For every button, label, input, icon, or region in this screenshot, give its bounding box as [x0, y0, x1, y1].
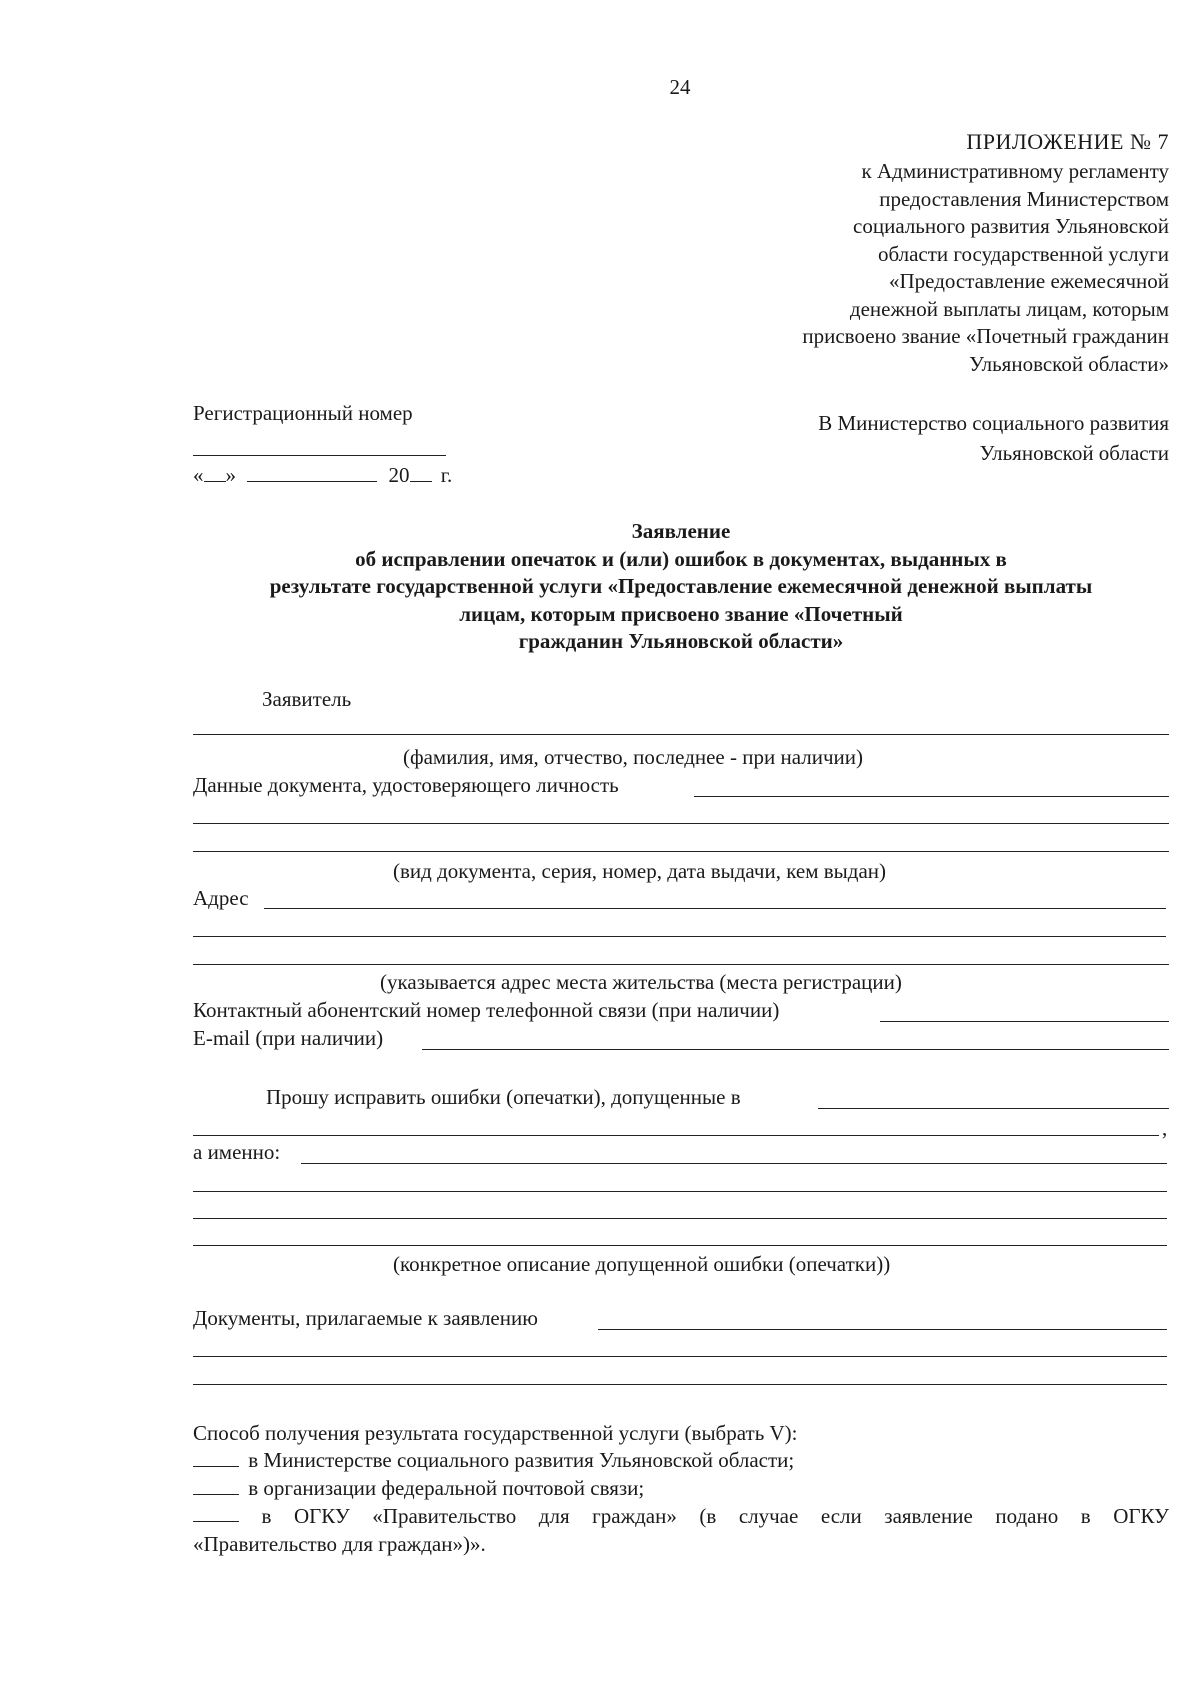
- id-document-field-line-3[interactable]: [193, 851, 1169, 852]
- delivery-heading: Способ получения результата государственной услуги (выбрать V):: [193, 1421, 798, 1445]
- namely-label: а именно:: [193, 1140, 281, 1164]
- appendix-line: Ульяновской области»: [969, 351, 1169, 376]
- delivery-option-post: [193, 1475, 644, 1501]
- date-open-quote: «: [193, 463, 204, 487]
- recipient-line: Ульяновской области: [979, 441, 1169, 465]
- document-title: [193, 518, 1169, 656]
- address-field-line-2[interactable]: [193, 936, 1166, 937]
- date-year-suffix: г.: [440, 463, 453, 487]
- id-document-caption: (вид документа, серия, номер, дата выдачи, кем выдан): [393, 859, 886, 883]
- address-field[interactable]: [264, 908, 1166, 909]
- date-month-field[interactable]: [247, 463, 377, 482]
- date-year-prefix: 20: [388, 463, 410, 487]
- date-close-quote: »: [225, 463, 236, 487]
- delivery-option-ministry-mark[interactable]: [193, 1448, 239, 1467]
- delivery-option-ogku-word: граждан»: [592, 1504, 677, 1528]
- appendix-line: денежной выплаты лицам, которым: [849, 296, 1169, 321]
- error-description-field-line-3[interactable]: [193, 1218, 1167, 1219]
- address-caption: (указывается адрес места жительства (места регистрации): [380, 970, 902, 994]
- request-comma: ,: [1162, 1116, 1168, 1140]
- id-document-field-line-2[interactable]: [193, 823, 1169, 824]
- delivery-option-ogku-word: ОГКУ: [293, 1504, 350, 1528]
- phone-label: Контактный абонентский номер телефонной связи (при наличии): [193, 998, 780, 1022]
- delivery-option-ogku-word: (в: [699, 1504, 717, 1528]
- title-line: Заявление: [631, 519, 731, 543]
- applicant-label: Заявитель: [262, 687, 352, 711]
- email-label: E-mail (при наличии): [193, 1026, 384, 1050]
- date-day-field[interactable]: [204, 463, 226, 482]
- appendix-line: к Административному регламенту: [861, 159, 1169, 183]
- attachments-field[interactable]: [598, 1329, 1167, 1330]
- title-line: лицам, которым присвоено звание «Почетный: [459, 601, 903, 626]
- address-label: Адрес: [193, 886, 249, 910]
- delivery-option-ogku-word: случае: [738, 1504, 799, 1528]
- delivery-option-ministry: [193, 1447, 794, 1473]
- attachments-field-line-2[interactable]: [193, 1356, 1167, 1357]
- title-line: гражданин Ульяновской области»: [518, 629, 844, 653]
- delivery-option-post-mark[interactable]: [193, 1476, 239, 1495]
- delivery-option-ogku-word: ОГКУ: [1113, 1504, 1169, 1528]
- delivery-option-ogku-word: «Правительство: [372, 1504, 517, 1528]
- delivery-option-ogku-word: в: [261, 1504, 272, 1528]
- address-field-line-3[interactable]: [193, 964, 1169, 965]
- appendix-line: социального развития Ульяновской: [853, 214, 1169, 238]
- request-label: Прошу исправить ошибки (опечатки), допущенные в: [266, 1085, 741, 1109]
- appendix-title: ПРИЛОЖЕНИЕ № 7: [966, 129, 1169, 154]
- title-line: об исправлении опечаток и (или) ошибок в документах, выданных в: [355, 546, 1007, 571]
- email-field[interactable]: [422, 1049, 1169, 1050]
- registration-number-field[interactable]: [193, 455, 446, 456]
- delivery-option-post-label: в организации федеральной почтовой связи;: [248, 1476, 645, 1500]
- attachments-label: Документы, прилагаемые к заявлению: [193, 1306, 538, 1330]
- appendix-line: области государственной услуги: [877, 241, 1169, 266]
- delivery-option-ogku: [193, 1503, 1169, 1529]
- applicant-name-field[interactable]: [193, 734, 1169, 735]
- id-document-label: Данные документа, удостоверяющего личность: [193, 773, 619, 797]
- id-document-field[interactable]: [694, 796, 1169, 797]
- page-number: 24: [669, 75, 691, 99]
- registration-date: [193, 462, 452, 488]
- delivery-option-ogku-mark[interactable]: [193, 1503, 239, 1522]
- appendix-reference: [802, 158, 1169, 378]
- delivery-option-ogku-word: заявление: [884, 1504, 973, 1528]
- recipient: [818, 408, 1169, 468]
- error-caption: (конкретное описание допущенной ошибки (опечатки)): [393, 1252, 891, 1276]
- recipient-line: В Министерство социального развития: [818, 411, 1169, 435]
- delivery-option-ogku-word: для: [538, 1504, 570, 1528]
- request-document-field[interactable]: [818, 1108, 1169, 1109]
- registration-number-label: Регистрационный номер: [193, 401, 413, 425]
- request-document-field-line-2[interactable]: [193, 1135, 1159, 1136]
- delivery-option-ministry-label: в Министерстве социального развития Ульяновской области;: [248, 1448, 795, 1472]
- delivery-option-ogku-continuation: «Правительство для граждан»)».: [193, 1532, 486, 1556]
- delivery-option-ogku-word: если: [820, 1504, 862, 1528]
- date-year-field[interactable]: [410, 463, 432, 482]
- attachments-field-line-3[interactable]: [193, 1384, 1167, 1385]
- phone-field[interactable]: [880, 1021, 1169, 1022]
- appendix-line: «Предоставление ежемесячной: [888, 269, 1169, 293]
- error-description-field-line-4[interactable]: [193, 1245, 1167, 1246]
- error-description-field[interactable]: [301, 1163, 1167, 1164]
- delivery-option-ogku-word: в: [1080, 1504, 1091, 1528]
- title-line: результате государственной услуги «Предоставление ежемесячной денежной выплаты: [269, 574, 1093, 598]
- applicant-caption: (фамилия, имя, отчество, последнее - при наличии): [403, 745, 863, 769]
- appendix-line: предоставления Министерством: [879, 186, 1169, 211]
- appendix-line: присвоено звание «Почетный гражданин: [802, 324, 1169, 348]
- error-description-field-line-2[interactable]: [193, 1191, 1167, 1192]
- delivery-option-ogku-word: подано: [995, 1504, 1059, 1528]
